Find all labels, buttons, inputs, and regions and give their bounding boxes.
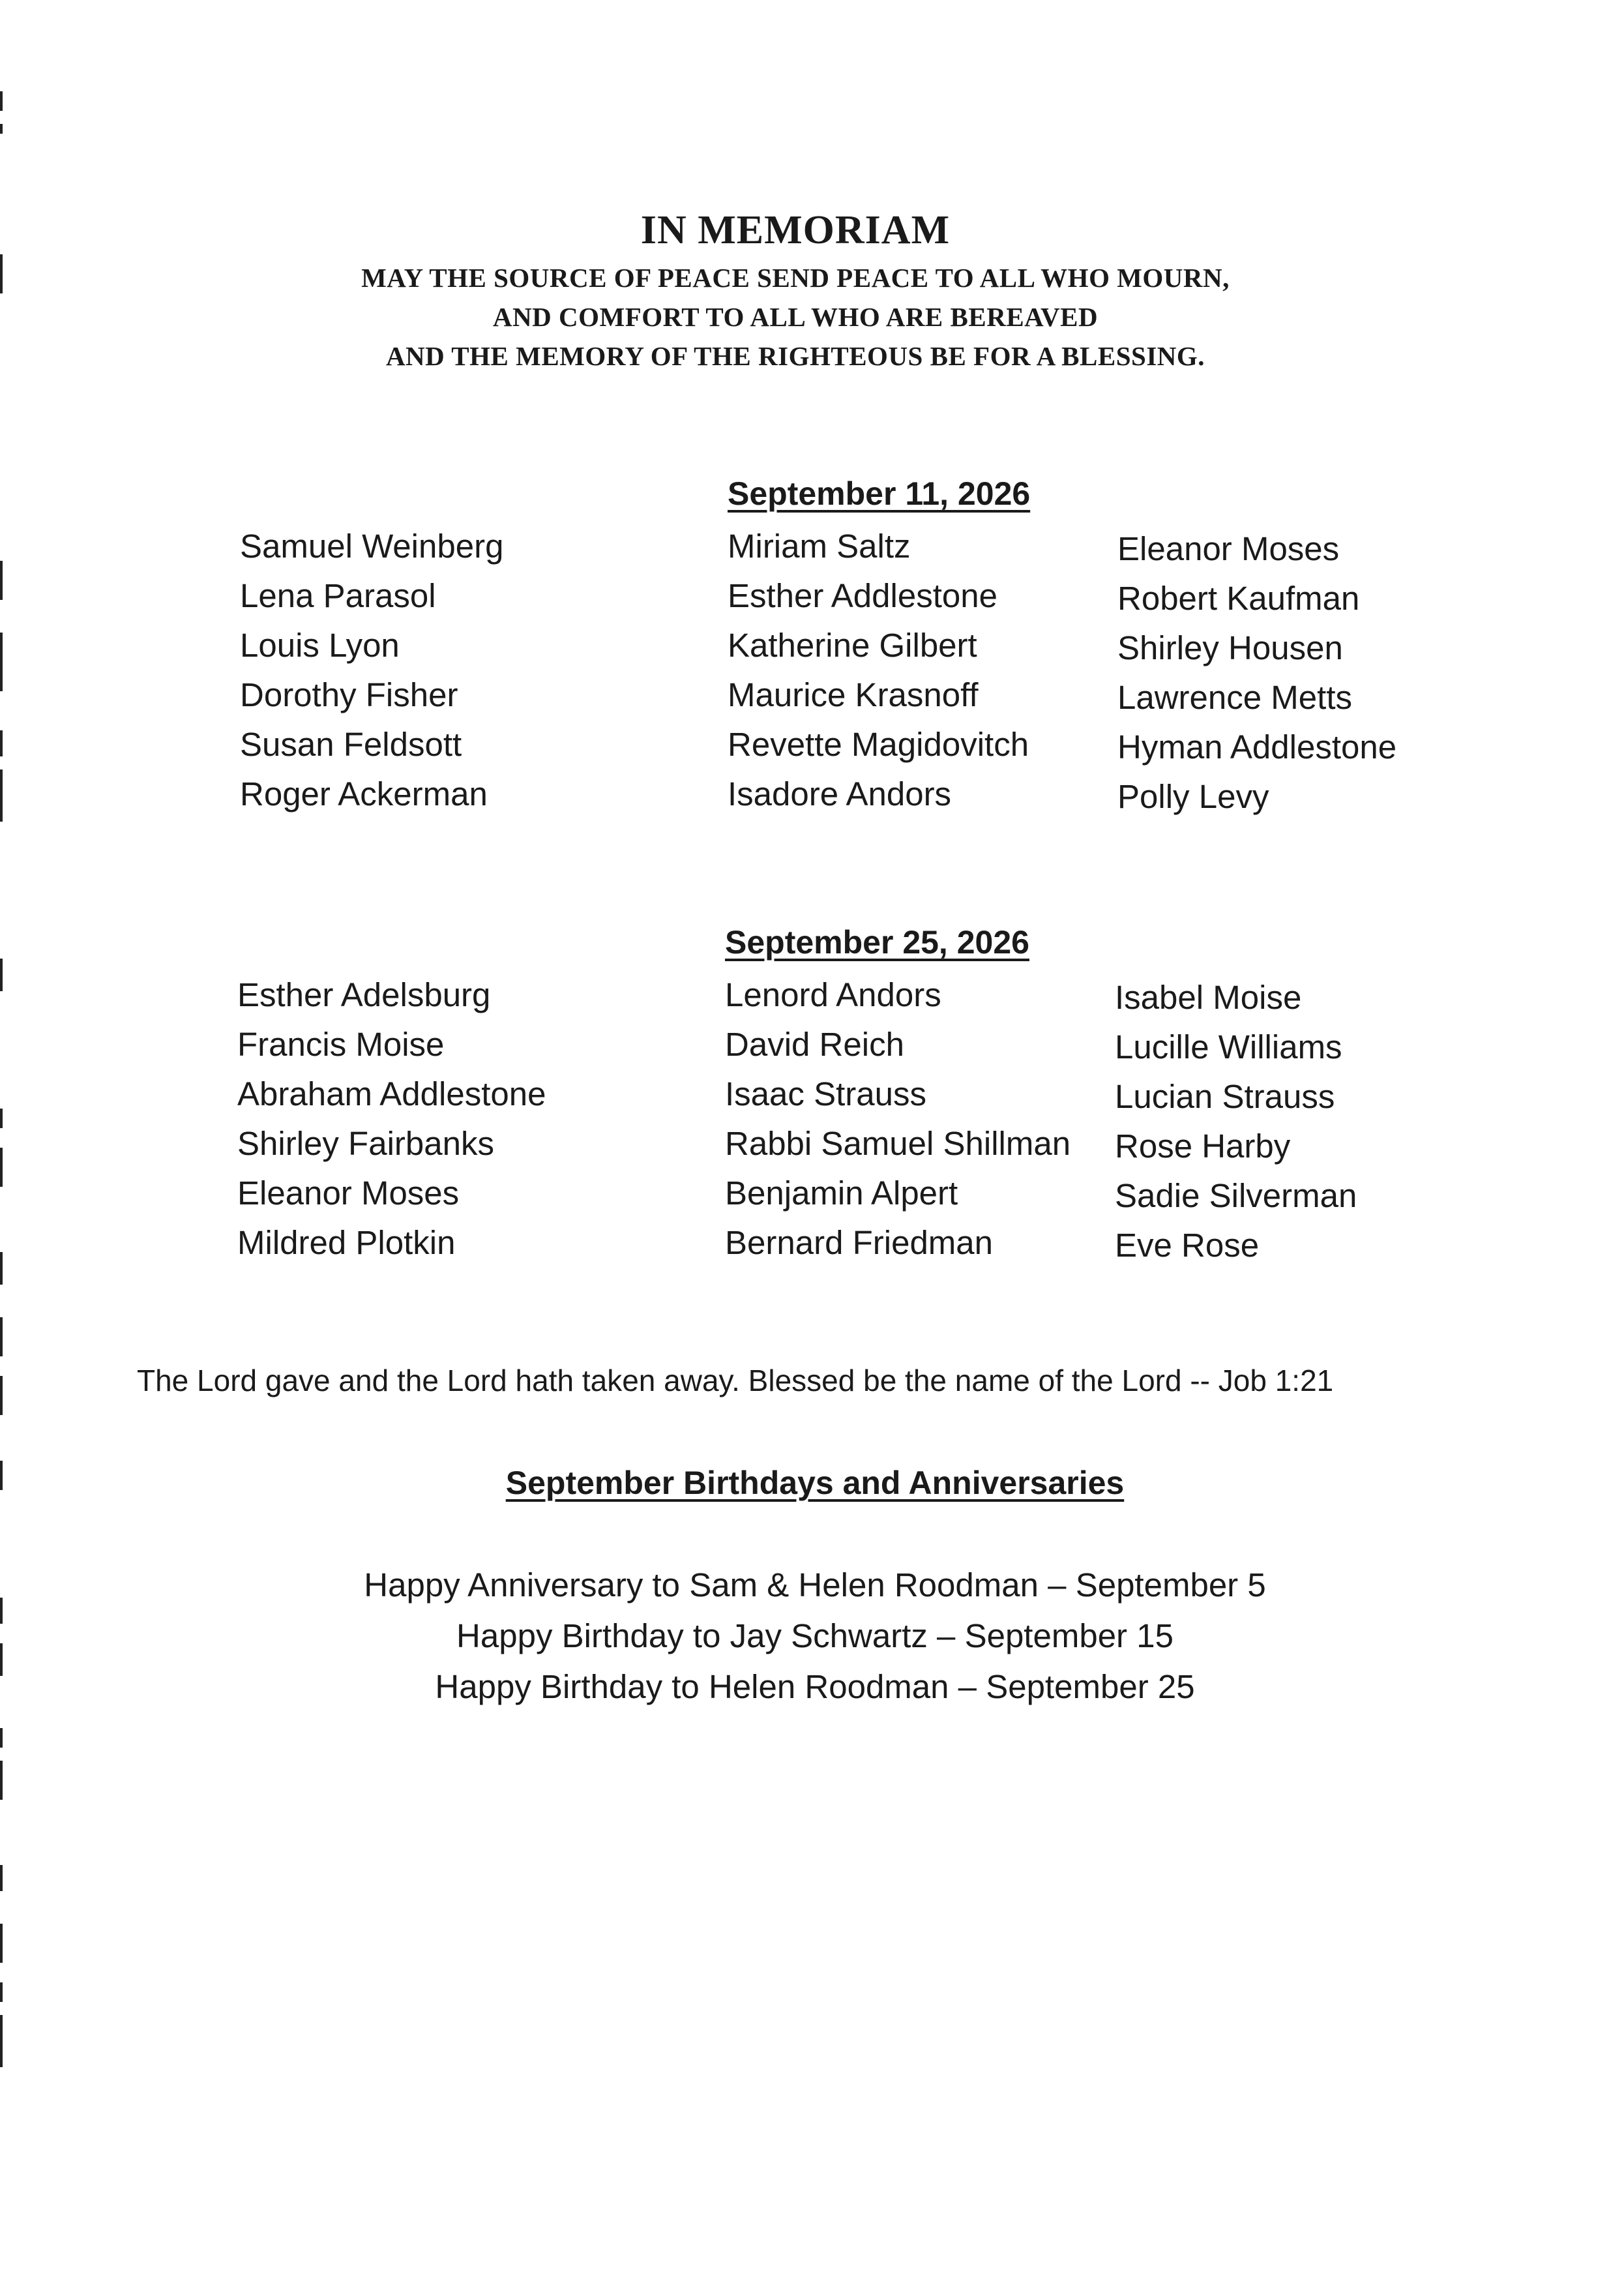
scan-edge-mark	[0, 1728, 3, 1748]
memorial-name: Roger Ackerman	[240, 775, 488, 813]
memorial-name: Francis Moise	[237, 1026, 445, 1063]
memorial-name-column	[728, 522, 1029, 819]
memorial-date-heading: September 25, 2026	[725, 924, 1029, 961]
memorial-name: Abraham Addlestone	[237, 1075, 546, 1112]
memorial-name: Maurice Krasnoff	[728, 676, 979, 713]
celebration-item: Happy Anniversary to Sam & Helen Roodman – September 5	[364, 1566, 1266, 1604]
memorial-name: Mildred Plotkin	[237, 1224, 456, 1261]
memorial-name: Eleanor Moses	[237, 1174, 460, 1212]
memorial-name: Lucille Williams	[1115, 1028, 1342, 1066]
celebrations-list	[0, 1560, 1624, 1712]
memorial-name: Esther Addlestone	[728, 577, 997, 614]
memorial-name: Benjamin Alpert	[725, 1174, 958, 1212]
subtitle-line: AND THE MEMORY OF THE RIGHTEOUS BE FOR A BLESSING.	[385, 341, 1205, 371]
scan-edge-mark	[0, 1148, 3, 1187]
scan-edge-mark	[0, 1376, 3, 1415]
memorial-name: Rabbi Samuel Shillman	[725, 1125, 1071, 1162]
memorial-name: Lucian Strauss	[1115, 1078, 1335, 1115]
subtitle-line: AND COMFORT TO ALL WHO ARE BEREAVED	[492, 302, 1099, 332]
memorial-name: Lawrence Metts	[1117, 679, 1352, 716]
scan-edge-mark	[0, 1252, 3, 1285]
subtitle-line: MAY THE SOURCE OF PEACE SEND PEACE TO ALL WHO MOURN,	[361, 263, 1230, 293]
memorial-name: Samuel Weinberg	[240, 528, 504, 565]
memorial-name: Revette Magidovitch	[728, 726, 1029, 763]
scan-edge-mark	[0, 91, 3, 111]
scan-edge-mark	[0, 2015, 3, 2067]
scan-edge-mark	[0, 561, 3, 600]
celebrations-heading: September Birthdays and Anniversaries	[505, 1465, 1125, 1501]
scan-edge-mark	[0, 959, 3, 991]
memorial-name: Shirley Housen	[1117, 629, 1343, 666]
celebration-item: Happy Birthday to Jay Schwartz – September 15	[456, 1617, 1174, 1654]
scan-edge-mark	[0, 730, 3, 756]
memorial-name: Bernard Friedman	[725, 1224, 994, 1261]
scan-edge-mark	[0, 1761, 3, 1800]
memorial-name: Katherine Gilbert	[728, 627, 977, 664]
memorial-name: Lenord Andors	[725, 976, 941, 1013]
memorial-name-column	[725, 970, 1070, 1268]
memorial-name: David Reich	[725, 1026, 904, 1063]
memorial-name: Miriam Saltz	[728, 528, 911, 565]
memorial-name-column	[1115, 973, 1357, 1270]
scan-edge-mark	[0, 1317, 3, 1356]
memorial-name: Lena Parasol	[240, 577, 436, 614]
memorial-date-heading: September 11, 2026	[728, 475, 1031, 512]
scan-edge-mark	[0, 1924, 3, 1963]
memorial-name: Isaac Strauss	[725, 1075, 926, 1112]
scan-edge-mark	[0, 1109, 3, 1128]
memorial-name: Sadie Silverman	[1115, 1177, 1357, 1214]
scan-edge-mark	[0, 1865, 3, 1891]
memorial-name: Robert Kaufman	[1117, 580, 1360, 617]
memorial-name: Rose Harby	[1115, 1127, 1291, 1165]
memorial-name: Esther Adelsburg	[237, 976, 491, 1013]
memorial-name-column	[240, 522, 503, 819]
scripture-quote: The Lord gave and the Lord hath taken away. Blessed be the name of the Lord -- Job 1:21	[137, 1364, 1334, 1397]
memorial-name: Isabel Moise	[1115, 979, 1302, 1016]
memorial-name: Isadore Andors	[728, 775, 952, 813]
memorial-name-column	[237, 970, 546, 1268]
memorial-name: Louis Lyon	[240, 627, 400, 664]
memorial-name: Shirley Fairbanks	[237, 1125, 494, 1162]
page-title: IN MEMORIAM	[640, 208, 951, 252]
memorial-name: Susan Feldsott	[240, 726, 462, 763]
scan-edge-mark	[0, 633, 3, 691]
memorial-name: Hyman Addlestone	[1117, 728, 1397, 766]
scan-edge-mark	[0, 769, 3, 822]
celebration-item: Happy Birthday to Helen Roodman – September 25	[435, 1668, 1195, 1705]
memorial-name: Polly Levy	[1117, 778, 1269, 815]
memorial-name: Eve Rose	[1115, 1227, 1260, 1264]
scan-edge-mark	[0, 124, 3, 134]
memorial-name-column	[1117, 524, 1396, 822]
scan-edge-mark	[0, 1982, 3, 2002]
memorial-name: Eleanor Moses	[1117, 530, 1340, 567]
memorial-name: Dorothy Fisher	[240, 676, 458, 713]
